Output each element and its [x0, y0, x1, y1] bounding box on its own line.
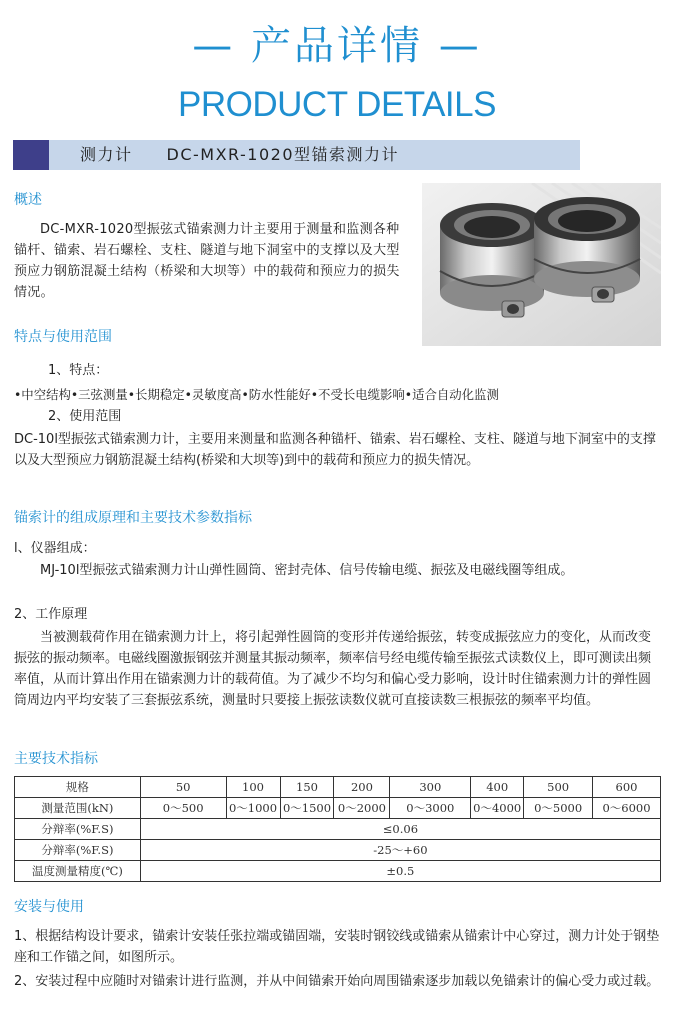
spec-row-temperature-range: [15, 840, 661, 861]
section-heading-overview: 概述: [14, 192, 42, 208]
spec-cell: -25～+60: [140, 840, 660, 861]
spec-cell: 0～6000: [593, 798, 661, 819]
section-heading-principle: 锚索计的组成原理和主要技术参数指标: [14, 510, 252, 526]
spec-cell: 100: [226, 777, 280, 798]
spec-cell: ≤0.06: [140, 819, 660, 840]
spec-row-range: [15, 798, 661, 819]
principle-working-text: 当被测载荷作用在锚索测力计上，将引起弹性圆筒的变形并传递给振弦，转变成振弦应力的变化，从而改变振弦的振动频率。电磁线圈激振钢弦并测量其振动频率，频率信号经电缆传输至振弦式读数仪上，即可测读出频率值，从而计算出作用在锚索测力计的载荷值。为了减少不均匀和偏心受力影响，设计时住锚索测力计的弹性圆筒周边内平均安装了三套振弦系统，测量时只要接上振弦读数仪就可直接读数三根振弦的频率平均值。: [14, 630, 652, 708]
overview-text: DC-MXR-1020型振弦式锚索测力计主要用于测量和监测各种锚杆、锚索、岩石螺栓、支柱、隧道与地下洞室中的支撑以及大型预应力钢筋混凝土结构（桥梁和大坝等）中的载荷和预应力的损失情况。: [14, 222, 400, 300]
product-title: [80, 140, 399, 170]
principle-composition-text: MJ-10l型振弦式锚索测力计山弹性圆筒、密封壳体、信号传输电缆、振弦及电磁线圈等组成。: [40, 563, 574, 578]
spec-label: 分辩率(%F.S): [15, 840, 141, 861]
page-title-en: PRODUCT DETAILS: [178, 85, 496, 124]
spec-cell: 0～500: [140, 798, 226, 819]
section-heading-features: 特点与使用范围: [14, 329, 112, 345]
principle-sub1: l、仪器组成：: [14, 541, 96, 556]
spec-cell: 50: [140, 777, 226, 798]
spec-cell: 400: [471, 777, 524, 798]
install-step-1: 1、根据结构设计要求，锚索计安装任张拉端或锚固端，安装时钢铰线或锚索从锚索计中心穿过，测力计处于钢垫座和工作锚之间，如图所示。: [14, 929, 660, 965]
spec-label: 规格: [15, 777, 141, 798]
features-list: •中空结构•三弦测量•长期稳定•灵敏度高•防水性能好•不受长电缆影响•适合自动化监测: [14, 387, 499, 402]
section-heading-install: 安装与使用: [14, 899, 84, 915]
features-scope-text: DC-10l型振弦式锚索测力计，主要用来测量和监测各种锚杆、锚索、岩石螺栓、支柱、隧道与地下洞室中的支撑以及大型预应力钢筋混凝土结构(桥梁和大坝等)到中的载荷和预应力的损失情况。: [14, 432, 656, 468]
band-accent-square: [13, 140, 49, 170]
features-sub1: 1、特点：: [48, 363, 109, 378]
spec-cell: 600: [593, 777, 661, 798]
spec-cell: 150: [280, 777, 334, 798]
install-step-2: 2、安装过程中应随时对锚索计进行监测，并从中间锚索开始向周围锚索逐步加载以免锚索计的偏心受力或过载。: [14, 974, 660, 989]
product-photo: [422, 183, 661, 346]
spec-table: [14, 776, 661, 882]
page-title-cn: — 产品详情 —: [192, 23, 482, 69]
spec-cell: 0～1500: [280, 798, 334, 819]
spec-label: 测量范围(kN): [15, 798, 141, 819]
features-sub2: 2、使用范围: [48, 409, 122, 424]
spec-label: 分辩率(%F.S): [15, 819, 141, 840]
spec-cell: ±0.5: [140, 861, 660, 882]
spec-cell: 0～4000: [471, 798, 524, 819]
spec-cell: 500: [524, 777, 593, 798]
principle-sub2: 2、工作原理: [14, 607, 88, 622]
spec-row-temperature-accuracy: [15, 861, 661, 882]
spec-label: 温度测量精度(℃): [15, 861, 141, 882]
spec-cell: 0～5000: [524, 798, 593, 819]
product-model: DC-MXR-1020型锚索测力计: [166, 145, 400, 164]
spec-row-resolution: [15, 819, 661, 840]
spec-cell: 0～3000: [390, 798, 471, 819]
spec-cell: 200: [334, 777, 390, 798]
product-category: 测力计: [80, 145, 133, 164]
section-heading-specs: 主要技术指标: [14, 751, 98, 767]
spec-row-model: [15, 777, 661, 798]
spec-cell: 0～2000: [334, 798, 390, 819]
spec-cell: 0～1000: [226, 798, 280, 819]
spec-cell: 300: [390, 777, 471, 798]
